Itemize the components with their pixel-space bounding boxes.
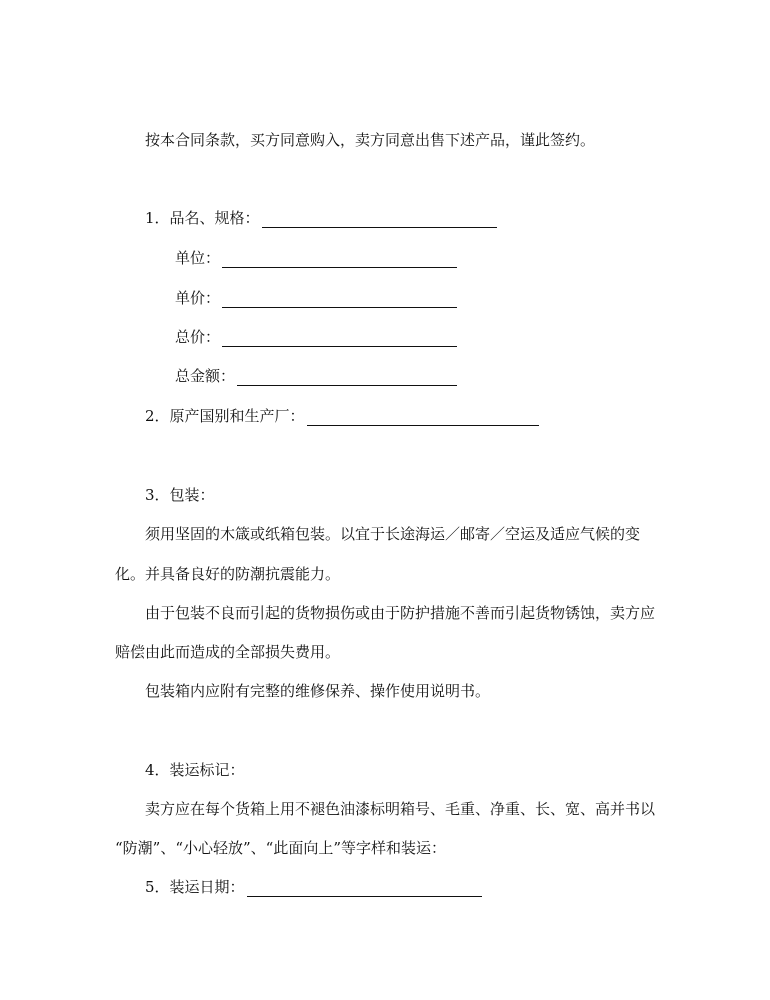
unit-price-blank[interactable] [222,291,457,308]
origin-manufacturer-field[interactable] [145,406,539,426]
packing-heading: 3．包装： [145,486,215,504]
product-name-spec-field[interactable] [145,208,497,228]
shipment-date-blank[interactable] [247,880,482,897]
total-amount-blank[interactable] [237,369,457,386]
origin-manufacturer-label: 2．原产国别和生产厂： [145,407,305,425]
unit-price-field[interactable] [175,288,457,308]
shipment-date-label: 5．装运日期： [145,878,245,896]
total-price-label: 总价： [175,328,221,346]
contract-intro: 按本合同条款，买方同意购入，卖方同意出售下述产品，谨此签约。 [145,131,596,149]
shipping-mark-heading: 4．装运标记： [145,761,245,779]
packing-paragraph-2-line-1: 由于包装不良而引起的货物损伤或由于防护措施不善而引起货物锈蚀，卖方应 [145,604,656,622]
product-name-spec-label: 1．品名、规格： [145,209,260,227]
unit-price-label: 单价： [175,289,221,307]
packing-paragraph-1-line-1: 须用坚固的木箴或纸箱包装。以宜于长途海运／邮寄／空运及适应气候的变 [145,525,641,543]
packing-paragraph-1-line-2: 化。并具备良好的防潮抗震能力。 [115,565,341,583]
shipment-date-field[interactable] [145,877,482,897]
packing-paragraph-2-line-2: 赔偿由此而造成的全部损失费用。 [115,643,341,661]
unit-field[interactable] [175,248,457,268]
product-name-spec-blank[interactable] [262,211,497,228]
shipping-mark-paragraph-line-2: “防潮”、“小心轻放”、“此面向上”等字样和装运： [115,839,447,857]
total-price-blank[interactable] [222,330,457,347]
total-price-field[interactable] [175,327,457,347]
total-amount-field[interactable] [175,366,457,386]
shipping-mark-paragraph-line-1: 卖方应在每个货箱上用不褪色油漆标明箱号、毛重、净重、长、宽、高并书以 [145,800,656,818]
origin-manufacturer-blank[interactable] [307,409,539,426]
unit-label: 单位： [175,249,221,267]
unit-blank[interactable] [222,251,457,268]
packing-paragraph-3-line-1: 包装箱内应附有完整的维修保养、操作使用说明书。 [145,682,491,700]
total-amount-label: 总金额： [175,367,236,385]
